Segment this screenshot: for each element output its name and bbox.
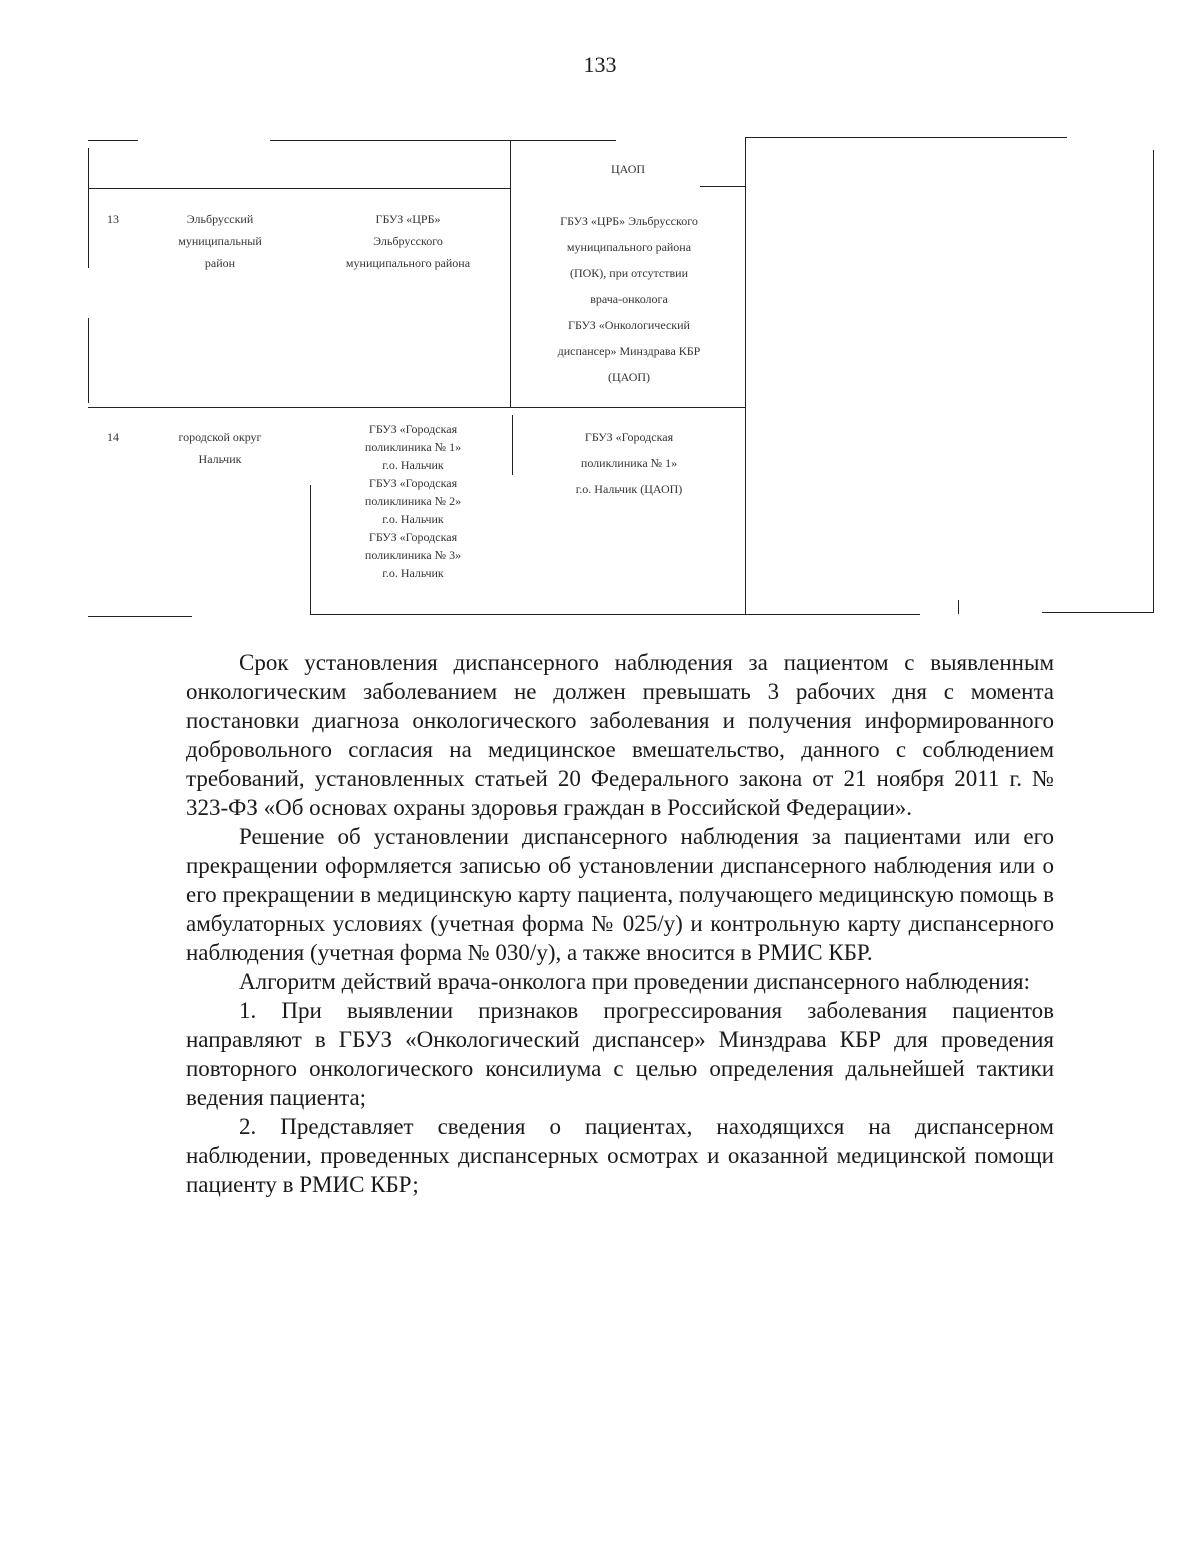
table-right-border [1153, 150, 1154, 612]
table-header-bottom-rule [88, 188, 510, 189]
paragraph-monitoring-deadline: Срок установления диспансерного наблюдения за пациентом с выявленным онкологическим заболеванием не должен превышать 3 рабочих дня с момента постановки диагноза онкологического заболевания и получения информированного добровольного согласия на медицинское вмешательство, данного с соблюдением требований, установленных статьей 20 Федерального закона от 21 ноября 2011 г. № 323-ФЗ «Об основах охраны здоровья граждан в Российской Федерации». [186, 650, 1054, 820]
table-col-divider-inst [310, 485, 311, 615]
table-header-cell: ЦАОП [610, 162, 646, 176]
row-13-institution: ГБУЗ «ЦРБ» Эльбрусского муниципального района [345, 212, 471, 270]
table-left-border [88, 148, 89, 268]
paragraph-decision-record: Решение об установлении диспансерного наблюдения за пациентами или его прекращении оформляется записью об установлении диспансерного наблюдения или о его прекращении в медицинскую карту пациента, получающего медицинскую помощь в амбулаторных условиях (учетная форма № 025/у) и контрольную карту диспансерного наблюдения (учетная форма № 030/у), а также вносится в РМИС КБР. [186, 824, 1054, 965]
row-14-oncology: ГБУЗ «Городская поликлиника № 1» г.о. Нальчик (ЦАОП) [575, 430, 683, 496]
table-bottom-rule-right [1042, 612, 1154, 613]
row-14-institution: ГБУЗ «Городская поликлиника № 1» г.о. Нальчик ГБУЗ «Городская поликлиника № 2» г.о. Нальчик ГБУЗ «Городская поликлиника № 3» г.о. Нальчик [364, 422, 462, 580]
row-13-oncology: ГБУЗ «ЦРБ» Эльбрусского муниципального района (ПОК), при отсутствии врача-онколога ГБУЗ «Онкологический диспансер» Минздрава КБР (ЦАОП) [557, 214, 701, 384]
table-top-rule-right [745, 137, 1067, 138]
table-col-divider-1 [510, 140, 511, 408]
row-14-number: 14 [107, 430, 119, 444]
page-number: 133 [583, 52, 617, 77]
body-text [186, 648, 1054, 1199]
row-13-number: 13 [107, 212, 119, 226]
table-col-divider-2 [745, 137, 746, 615]
table-bottom-rule-mid [310, 614, 920, 615]
table-bottom-rule-left [88, 616, 192, 617]
paragraph-step-1: 1. При выявлении признаков прогрессирования заболевания пациентов направляют в ГБУЗ «Онкологический диспансер» Минздрава КБР для проведения повторного онкологического консилиума с целью определения дальнейшей тактики ведения пациента; [186, 998, 1054, 1110]
row-13-district: Эльбрусский муниципальный район [178, 212, 262, 270]
paragraph-step-2: 2. Представляет сведения о пациентах, находящихся на диспансерном наблюдении, проведенных диспансерных осмотрах и оказанной медицинской помощи пациенту в РМИС КБР; [186, 1114, 1054, 1197]
table-top-rule-left [88, 140, 138, 141]
table-right-tick [958, 600, 959, 614]
table-col-divider-1-lower [512, 415, 513, 475]
paragraph-algorithm-intro: Алгоритм действий врача-онколога при проведении диспансерного наблюдения: [239, 969, 1030, 994]
table-header-bottom-rule-right [700, 186, 745, 187]
row-14-district: городской округ Нальчик [178, 430, 262, 466]
table-row-divider [88, 407, 745, 408]
table-left-border-lower [88, 318, 89, 403]
table-top-rule-mid [270, 140, 616, 141]
